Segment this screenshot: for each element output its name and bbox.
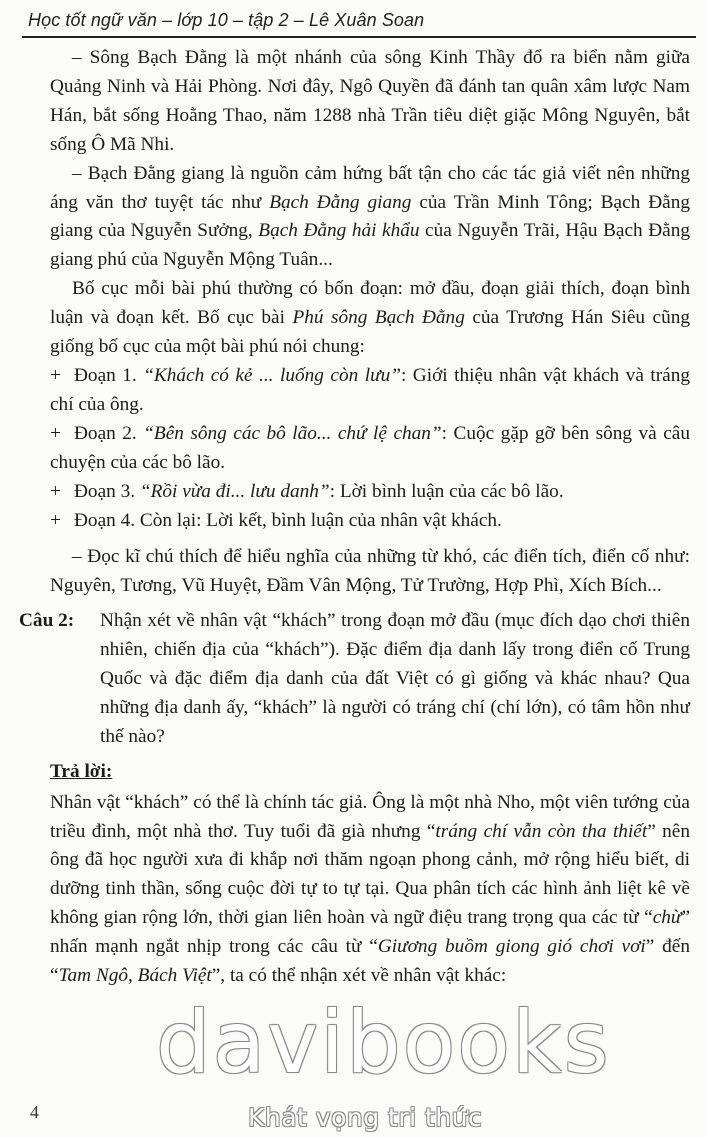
plus-bullet: +	[50, 422, 61, 444]
question-text: Nhận xét về nhân vật “khách” trong đoạn mở đầu (mục đích dạo chơi thiên nhiên, chiến địa của “khách”). Đặc điểm địa danh lấy trong điển cố Trung Quốc và đặc điểm địa danh của đất Việt có gì giống và khác nhau? Qua những địa danh ấy, “khách” là người có tráng chí (chí lớn), có tâm hồn như thế nào?	[100, 610, 690, 747]
page-header	[22, 2, 696, 38]
watermark-tagline: Khát vọng tri thức	[248, 1103, 483, 1132]
plus-bullet: +	[50, 509, 61, 531]
bullet-bach-dang-river: – Sông Bạch Đằng là một nhánh của sông Kinh Thầy đổ ra biển nằm giữa Quảng Ninh và Hải Phòng. Nơi đây, Ngô Quyền đã đánh tan quân xâm lược Nam Hán, bắt sống Hoằng Thao, năm 1288 nhà Trần tiêu diệt giặc Mông Nguyên, bắt sống Ô Mã Nhi.	[50, 47, 690, 155]
section-item: + Đoạn 1. “Khách có kẻ ... luống còn lưu”: Giới thiệu nhân vật khách và tráng chí của ông.	[50, 362, 690, 420]
section-item: + Đoạn 4. Còn lại: Lời kết, bình luận của nhân vật khách.	[50, 507, 690, 536]
page-number: 4	[30, 1102, 39, 1122]
watermark-brand: davibooks	[156, 993, 611, 1093]
plus-bullet: +	[50, 480, 61, 502]
work-title: Phú sông Bạch Đằng	[292, 307, 465, 329]
question	[19, 607, 690, 752]
plus-bullet: +	[50, 364, 61, 386]
bullet-bach-dang-inspiration: – Bạch Đằng giang là nguồn cảm hứng bất tận cho các tác giả viết nên những áng văn thơ tuyệt tác như Bạch Đằng giang của Trần Minh Tông; Bạch Đằng giang của Nguyễn Sưởng, Bạch Đằng hải khẩu của Nguyễn Trãi, Hậu Bạch Đằng giang phú của Nguyễn Mộng Tuân...	[50, 162, 690, 271]
answer-text: Nhân vật “khách” có thể là chính tác giả. Ông là một nhà Nho, một viên tướng của triều đình, một nhà thơ. Tuy tuổi đã già nhưng “tráng chí vẫn còn tha thiết” nên ông đã học người xưa đi khắp nơi thăm ngoạn phong cảnh, mở rộng hiểu biết, di dưỡng tinh thần, sống cuộc đời tự to tự tại. Qua phân tích các hình ảnh liệt kê về không gian rộng lớn, thời gian liên hoàn và ngữ điệu trang trọng qua các từ “chừ” nhấn mạnh ngắt nhịp trong các câu từ “Giương buồm giong gió chơi vơi” đến “Tam Ngô, Bách Việt”, ta có thể nhận xét về nhân vật khác:	[50, 791, 690, 987]
reading-note: – Đọc kĩ chú thích để hiểu nghĩa của những từ khó, các điển tích, điển cố như: Nguyên, Tương, Vũ Huyệt, Đầm Vân Mộng, Tử Trường, Hợp Phì, Xích Bích...	[50, 546, 690, 597]
work-title: Bạch Đằng hải khẩu	[258, 220, 420, 242]
section-item: + Đoạn 2. “Bên sông các bô lão... chứ lệ chan”: Cuộc gặp gỡ bên sông và câu chuyện của các bô lão.	[50, 420, 690, 478]
section-item: + Đoạn 3. “Rồi vừa đi... lưu danh”: Lời bình luận của các bô lão.	[50, 478, 690, 507]
page-content	[19, 44, 690, 991]
work-title: Bạch Đằng giang	[269, 191, 412, 213]
question-label: Câu 2:	[19, 610, 75, 632]
answer-label: Trả lời:	[50, 760, 113, 782]
structure-intro: Bố cục mỗi bài phú thường có bốn đoạn: mở đầu, đoạn giải thích, đoạn bình luận và đoạn kết. Bố cục bài Phú sông Bạch Đằng của Trương Hán Siêu cũng giống bố cục của một bài phú nói chung:	[50, 278, 690, 358]
header-title: Học tốt ngữ văn – lớp 10 – tập 2 – Lê Xuân Soan	[28, 10, 425, 30]
